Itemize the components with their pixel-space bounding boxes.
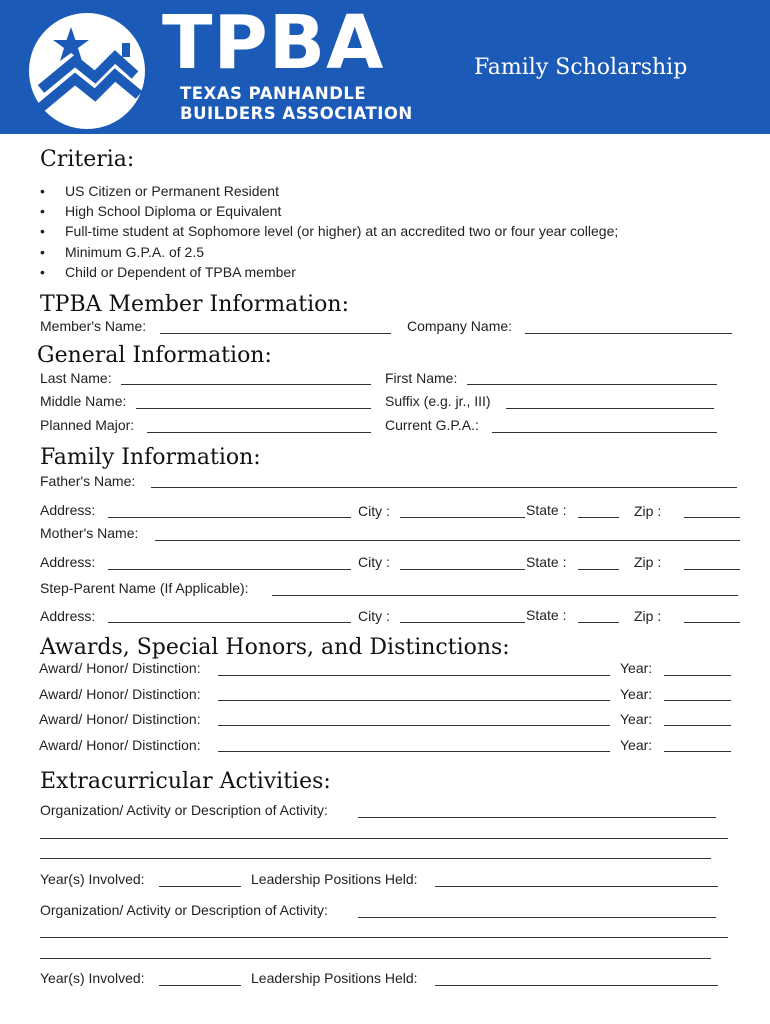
years-involved-label: Year(s) Involved:: [40, 970, 145, 986]
criteria-heading: Criteria:: [40, 147, 135, 172]
award-year-field[interactable]: [664, 700, 731, 701]
members-name-field[interactable]: [160, 333, 391, 334]
planned-major-label: Planned Major:: [40, 417, 135, 433]
last-name-label: Last Name:: [40, 370, 112, 386]
leadership-label: Leadership Positions Held:: [251, 970, 418, 986]
father-address-label: Address:: [40, 502, 96, 518]
suffix-field[interactable]: [506, 408, 714, 409]
mother-state-label: State :: [526, 554, 567, 570]
company-name-field[interactable]: [525, 333, 732, 334]
extracurricular-heading: Extracurricular Activities:: [40, 769, 331, 794]
awards-heading: Awards, Special Honors, and Distinctions:: [40, 635, 510, 660]
organization-continuation-line[interactable]: [40, 937, 728, 938]
award-field[interactable]: [218, 675, 610, 676]
mother-city-field[interactable]: [400, 569, 525, 570]
years-involved-label: Year(s) Involved:: [40, 871, 145, 887]
mother-zip-field[interactable]: [684, 569, 740, 570]
suffix-label: Suffix (e.g. jr., III): [385, 393, 491, 409]
mother-zip-label: Zip :: [634, 554, 662, 570]
stepparent-city-field[interactable]: [400, 622, 525, 623]
fathers-name-label: Father's Name:: [40, 473, 136, 489]
award-year-label: Year:: [620, 711, 653, 727]
award-year-field[interactable]: [664, 725, 731, 726]
mother-address-label: Address:: [40, 554, 96, 570]
organization-label: Organization/ Activity or Description of Activity:: [40, 902, 328, 918]
years-involved-field[interactable]: [159, 985, 241, 986]
award-label: Award/ Honor/ Distinction:: [39, 686, 201, 702]
list-item: • US Citizen or Permanent Resident: [40, 183, 279, 199]
general-heading: General Information:: [37, 343, 272, 368]
stepparent-name-field[interactable]: [272, 595, 738, 596]
leadership-label: Leadership Positions Held:: [251, 871, 418, 887]
mother-state-field[interactable]: [578, 569, 619, 570]
award-field[interactable]: [218, 751, 610, 752]
award-year-label: Year:: [620, 660, 653, 676]
award-year-label: Year:: [620, 686, 653, 702]
middle-name-label: Middle Name:: [40, 393, 127, 409]
member-heading: TPBA Member Information:: [40, 292, 349, 317]
header-banner: [0, 0, 770, 134]
leadership-field[interactable]: [435, 985, 718, 986]
award-year-field[interactable]: [664, 675, 731, 676]
stepparent-address-label: Address:: [40, 608, 96, 624]
logo-subtitle-line1: TEXAS PANHANDLE: [180, 84, 367, 103]
stepparent-name-label: Step-Parent Name (If Applicable):: [40, 580, 249, 596]
award-field[interactable]: [218, 725, 610, 726]
list-item: • Child or Dependent of TPBA member: [40, 263, 296, 280]
mothers-name-field[interactable]: [155, 540, 740, 541]
organization-continuation-line[interactable]: [40, 858, 711, 859]
leadership-field[interactable]: [435, 886, 718, 887]
current-gpa-field[interactable]: [492, 432, 717, 433]
father-zip-field[interactable]: [684, 517, 740, 518]
father-state-label: State :: [526, 502, 567, 518]
mother-address-field[interactable]: [108, 569, 351, 570]
members-name-label: Member's Name:: [40, 318, 147, 334]
award-label: Award/ Honor/ Distinction:: [39, 711, 201, 727]
planned-major-field[interactable]: [147, 432, 371, 433]
current-gpa-label: Current G.P.A.:: [385, 417, 479, 433]
first-name-field[interactable]: [467, 384, 717, 385]
document-title: Family Scholarship: [474, 55, 688, 80]
award-label: Award/ Honor/ Distinction:: [39, 660, 201, 676]
list-item: • Full-time student at Sophomore level (or higher) at an accredited two or four year college;: [40, 223, 619, 240]
award-field[interactable]: [218, 700, 610, 701]
list-item: • Minimum G.P.A. of 2.5: [40, 243, 205, 260]
stepparent-zip-label: Zip :: [634, 608, 662, 624]
father-city-label: City :: [358, 503, 390, 519]
first-name-label: First Name:: [385, 370, 458, 386]
award-label: Award/ Honor/ Distinction:: [39, 737, 201, 753]
family-heading: Family Information:: [40, 445, 261, 470]
organization-field[interactable]: [358, 817, 716, 818]
father-address-field[interactable]: [108, 517, 351, 518]
award-year-label: Year:: [620, 737, 653, 753]
award-year-field[interactable]: [664, 751, 731, 752]
stepparent-state-field[interactable]: [578, 622, 619, 623]
tpba-logo-icon: [29, 13, 145, 129]
father-zip-label: Zip :: [634, 503, 662, 519]
logo-wordmark: TPBA: [162, 0, 385, 86]
father-city-field[interactable]: [400, 517, 525, 518]
stepparent-state-label: State :: [526, 607, 567, 623]
list-item: • High School Diploma or Equivalent: [40, 203, 282, 220]
criteria-list: [40, 181, 618, 282]
organization-continuation-line[interactable]: [40, 958, 711, 959]
organization-field[interactable]: [358, 917, 716, 918]
middle-name-field[interactable]: [136, 408, 371, 409]
stepparent-zip-field[interactable]: [684, 622, 740, 623]
company-name-label: Company Name:: [407, 318, 513, 334]
fathers-name-field[interactable]: [151, 487, 737, 488]
organization-label: Organization/ Activity or Description of Activity:: [40, 802, 328, 818]
mother-city-label: City :: [358, 554, 390, 570]
last-name-field[interactable]: [121, 384, 371, 385]
stepparent-address-field[interactable]: [108, 622, 351, 623]
logo-subtitle-line2: BUILDERS ASSOCIATION: [180, 104, 413, 123]
mothers-name-label: Mother's Name:: [40, 525, 139, 541]
years-involved-field[interactable]: [159, 886, 241, 887]
stepparent-city-label: City :: [358, 608, 390, 624]
organization-continuation-line[interactable]: [40, 838, 728, 839]
father-state-field[interactable]: [578, 517, 619, 518]
